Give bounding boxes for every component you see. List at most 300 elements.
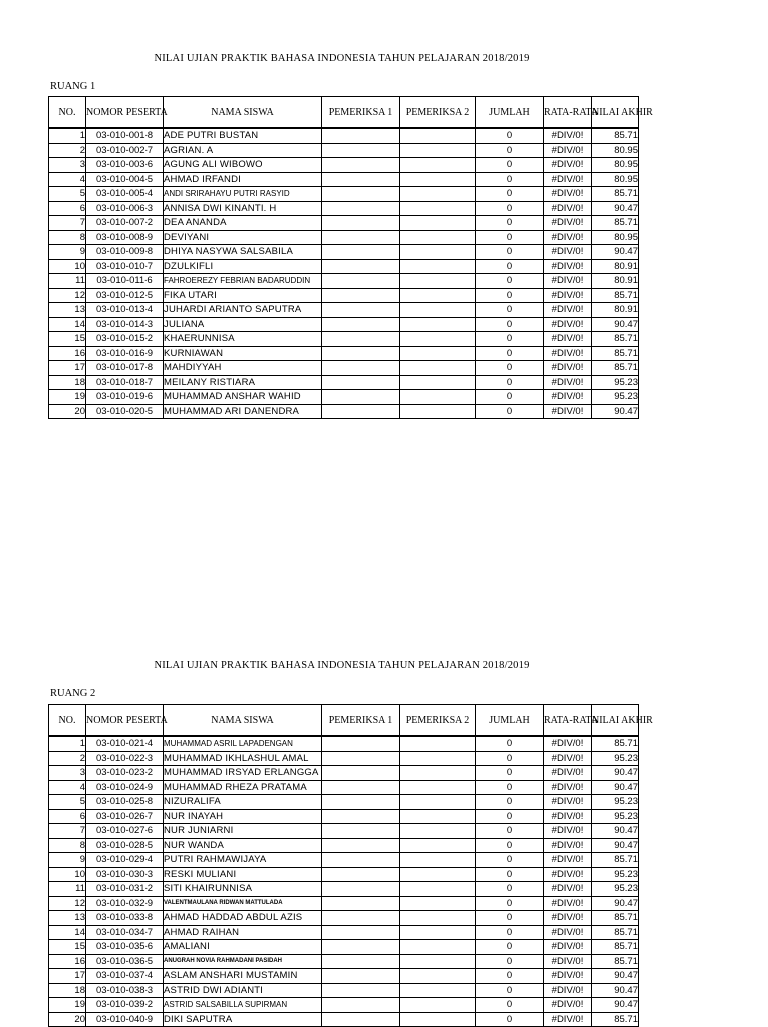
rata-rata-cell: #DIV/0! <box>544 404 592 419</box>
nomor-peserta-cell: 03-010-038-3 <box>86 983 164 998</box>
nama-siswa-cell: DIKI SAPUTRA <box>164 1012 322 1027</box>
nama-siswa-cell: NUR JUNIARNI <box>164 824 322 839</box>
pemeriksa-2-cell <box>400 375 476 390</box>
rata-rata-cell: #DIV/0! <box>544 853 592 868</box>
nilai-akhir-cell: 90.47 <box>592 838 639 853</box>
nama-siswa-cell: ANUGRAH NOVIA RAHMADANI PASIDAH <box>164 954 322 969</box>
pemeriksa-1-cell <box>322 736 400 751</box>
pemeriksa-1-cell <box>322 882 400 897</box>
row-number: 14 <box>49 317 86 332</box>
table-header-row <box>49 97 639 129</box>
row-number: 16 <box>49 954 86 969</box>
pemeriksa-1-cell <box>322 375 400 390</box>
table-row <box>49 983 639 998</box>
nilai-akhir-cell: 85.71 <box>592 128 639 143</box>
nomor-peserta-cell: 03-010-025-8 <box>86 795 164 810</box>
jumlah-cell: 0 <box>476 201 544 216</box>
table-row <box>49 853 639 868</box>
pemeriksa-1-cell <box>322 172 400 187</box>
pemeriksa-1-cell <box>322 245 400 260</box>
row-number: 14 <box>49 925 86 940</box>
nilai-akhir-cell: 80.95 <box>592 230 639 245</box>
nomor-peserta-cell: 03-010-033-8 <box>86 911 164 926</box>
nilai-akhir-cell: 90.47 <box>592 969 639 984</box>
nomor-peserta-cell: 03-010-009-8 <box>86 245 164 260</box>
table-header-row <box>49 705 639 737</box>
nilai-akhir-cell: 80.95 <box>592 143 639 158</box>
pemeriksa-1-cell <box>322 954 400 969</box>
nilai-akhir-cell: 85.71 <box>592 954 639 969</box>
row-number: 13 <box>49 303 86 318</box>
table-row <box>49 259 639 274</box>
jumlah-cell: 0 <box>476 375 544 390</box>
pemeriksa-2-cell <box>400 824 476 839</box>
nomor-peserta-cell: 03-010-015-2 <box>86 332 164 347</box>
jumlah-cell: 0 <box>476 404 544 419</box>
nilai-akhir-cell: 90.47 <box>592 998 639 1013</box>
row-number: 16 <box>49 346 86 361</box>
table-row <box>49 346 639 361</box>
row-number: 4 <box>49 172 86 187</box>
nilai-akhir-cell: 80.95 <box>592 172 639 187</box>
nama-siswa-cell: JULIANA <box>164 317 322 332</box>
header-jumlah: JUMLAH <box>476 97 544 129</box>
jumlah-cell: 0 <box>476 346 544 361</box>
pemeriksa-2-cell <box>400 954 476 969</box>
rata-rata-cell: #DIV/0! <box>544 998 592 1013</box>
nilai-akhir-cell: 85.71 <box>592 736 639 751</box>
pemeriksa-2-cell <box>400 780 476 795</box>
pemeriksa-2-cell <box>400 736 476 751</box>
rata-rata-cell: #DIV/0! <box>544 867 592 882</box>
nama-siswa-cell: NUR WANDA <box>164 838 322 853</box>
row-number: 20 <box>49 404 86 419</box>
nomor-peserta-cell: 03-010-031-2 <box>86 882 164 897</box>
nomor-peserta-cell: 03-010-005-4 <box>86 187 164 202</box>
rata-rata-cell: #DIV/0! <box>544 954 592 969</box>
rata-rata-cell: #DIV/0! <box>544 896 592 911</box>
table-row <box>49 838 639 853</box>
pemeriksa-1-cell <box>322 143 400 158</box>
header-pemeriksa-1: PEMERIKSA 1 <box>322 705 400 737</box>
nomor-peserta-cell: 03-010-003-6 <box>86 158 164 173</box>
pemeriksa-2-cell <box>400 983 476 998</box>
table-row <box>49 911 639 926</box>
pemeriksa-1-cell <box>322 187 400 202</box>
pemeriksa-2-cell <box>400 230 476 245</box>
pemeriksa-1-cell <box>322 332 400 347</box>
nilai-akhir-cell: 95.23 <box>592 882 639 897</box>
rata-rata-cell: #DIV/0! <box>544 969 592 984</box>
nama-siswa-cell: DEVIYANI <box>164 230 322 245</box>
row-number: 10 <box>49 867 86 882</box>
jumlah-cell: 0 <box>476 274 544 289</box>
row-number: 8 <box>49 838 86 853</box>
row-number: 11 <box>49 274 86 289</box>
pemeriksa-2-cell <box>400 172 476 187</box>
table-row <box>49 751 639 766</box>
table-row <box>49 172 639 187</box>
row-number: 1 <box>49 128 86 143</box>
jumlah-cell: 0 <box>476 896 544 911</box>
table-row <box>49 375 639 390</box>
jumlah-cell: 0 <box>476 317 544 332</box>
nomor-peserta-cell: 03-010-024-9 <box>86 780 164 795</box>
row-number: 7 <box>49 824 86 839</box>
rata-rata-cell: #DIV/0! <box>544 911 592 926</box>
nama-siswa-cell: MUHAMMAD IRSYAD ERLANGGA <box>164 766 322 781</box>
table-body-1 <box>49 128 639 419</box>
nomor-peserta-cell: 03-010-017-8 <box>86 361 164 376</box>
nomor-peserta-cell: 03-010-006-3 <box>86 201 164 216</box>
nilai-akhir-cell: 85.71 <box>592 1012 639 1027</box>
table-row <box>49 867 639 882</box>
nilai-akhir-cell: 90.47 <box>592 824 639 839</box>
row-number: 12 <box>49 288 86 303</box>
pemeriksa-1-cell <box>322 853 400 868</box>
nomor-peserta-cell: 03-010-011-6 <box>86 274 164 289</box>
table-row <box>49 128 639 143</box>
pemeriksa-1-cell <box>322 998 400 1013</box>
pemeriksa-2-cell <box>400 274 476 289</box>
nilai-akhir-cell: 90.47 <box>592 317 639 332</box>
row-number: 18 <box>49 983 86 998</box>
row-number: 1 <box>49 736 86 751</box>
nama-siswa-cell: ANNISA DWI KINANTI. H <box>164 201 322 216</box>
nomor-peserta-cell: 03-010-008-9 <box>86 230 164 245</box>
nilai-akhir-cell: 85.71 <box>592 332 639 347</box>
pemeriksa-2-cell <box>400 838 476 853</box>
sheet-title-1: NILAI UJIAN PRAKTIK BAHASA INDONESIA TAHUN PELAJARAN 2018/2019 <box>154 53 530 64</box>
jumlah-cell: 0 <box>476 172 544 187</box>
row-number: 10 <box>49 259 86 274</box>
jumlah-cell: 0 <box>476 954 544 969</box>
pemeriksa-1-cell <box>322 1012 400 1027</box>
pemeriksa-1-cell <box>322 216 400 231</box>
jumlah-cell: 0 <box>476 216 544 231</box>
row-number: 17 <box>49 361 86 376</box>
nama-siswa-cell: ASTRID SALSABILLA SUPIRMAN <box>164 998 322 1013</box>
pemeriksa-2-cell <box>400 245 476 260</box>
nomor-peserta-cell: 03-010-026-7 <box>86 809 164 824</box>
rata-rata-cell: #DIV/0! <box>544 158 592 173</box>
nomor-peserta-cell: 03-010-028-5 <box>86 838 164 853</box>
pemeriksa-1-cell <box>322 911 400 926</box>
nama-siswa-cell: AHMAD HADDAD ABDUL AZIS <box>164 911 322 926</box>
pemeriksa-2-cell <box>400 187 476 202</box>
row-number: 9 <box>49 245 86 260</box>
pemeriksa-2-cell <box>400 303 476 318</box>
nama-siswa-cell: AHMAD RAIHAN <box>164 925 322 940</box>
rata-rata-cell: #DIV/0! <box>544 172 592 187</box>
nomor-peserta-cell: 03-010-002-7 <box>86 143 164 158</box>
jumlah-cell: 0 <box>476 245 544 260</box>
table-row <box>49 288 639 303</box>
nama-siswa-cell: AGRIAN. A <box>164 143 322 158</box>
header-jumlah: JUMLAH <box>476 705 544 737</box>
nilai-akhir-cell: 95.23 <box>592 809 639 824</box>
pemeriksa-2-cell <box>400 158 476 173</box>
jumlah-cell: 0 <box>476 809 544 824</box>
nilai-akhir-cell: 90.47 <box>592 896 639 911</box>
nama-siswa-cell: DHIYA NASYWA SALSABILA <box>164 245 322 260</box>
nilai-akhir-cell: 90.47 <box>592 201 639 216</box>
rata-rata-cell: #DIV/0! <box>544 1012 592 1027</box>
rata-rata-cell: #DIV/0! <box>544 259 592 274</box>
rata-rata-cell: #DIV/0! <box>544 780 592 795</box>
pemeriksa-1-cell <box>322 780 400 795</box>
pemeriksa-1-cell <box>322 390 400 405</box>
jumlah-cell: 0 <box>476 853 544 868</box>
nomor-peserta-cell: 03-010-034-7 <box>86 925 164 940</box>
jumlah-cell: 0 <box>476 824 544 839</box>
pemeriksa-2-cell <box>400 766 476 781</box>
jumlah-cell: 0 <box>476 766 544 781</box>
pemeriksa-2-cell <box>400 795 476 810</box>
table-row <box>49 303 639 318</box>
nomor-peserta-cell: 03-010-021-4 <box>86 736 164 751</box>
rata-rata-cell: #DIV/0! <box>544 375 592 390</box>
rata-rata-cell: #DIV/0! <box>544 361 592 376</box>
nama-siswa-cell: PUTRI RAHMAWIJAYA <box>164 853 322 868</box>
pemeriksa-1-cell <box>322 274 400 289</box>
table-row <box>49 896 639 911</box>
pemeriksa-1-cell <box>322 288 400 303</box>
pemeriksa-1-cell <box>322 201 400 216</box>
table-row <box>49 809 639 824</box>
header-nomor-peserta: NOMOR PESERTA <box>86 705 164 737</box>
pemeriksa-2-cell <box>400 259 476 274</box>
table-row <box>49 143 639 158</box>
pemeriksa-1-cell <box>322 983 400 998</box>
row-number: 3 <box>49 158 86 173</box>
nilai-akhir-cell: 90.47 <box>592 245 639 260</box>
pemeriksa-2-cell <box>400 853 476 868</box>
nilai-akhir-cell: 95.23 <box>592 751 639 766</box>
nilai-akhir-cell: 90.47 <box>592 780 639 795</box>
pemeriksa-2-cell <box>400 969 476 984</box>
jumlah-cell: 0 <box>476 288 544 303</box>
rata-rata-cell: #DIV/0! <box>544 838 592 853</box>
table-row <box>49 274 639 289</box>
nomor-peserta-cell: 03-010-022-3 <box>86 751 164 766</box>
nama-siswa-cell: FAHROEREZY FEBRIAN BADARUDDIN <box>164 274 322 289</box>
row-number: 13 <box>49 911 86 926</box>
rata-rata-cell: #DIV/0! <box>544 346 592 361</box>
pemeriksa-2-cell <box>400 404 476 419</box>
rata-rata-cell: #DIV/0! <box>544 751 592 766</box>
row-number: 7 <box>49 216 86 231</box>
nilai-akhir-cell: 80.91 <box>592 259 639 274</box>
row-number: 6 <box>49 201 86 216</box>
pemeriksa-2-cell <box>400 998 476 1013</box>
nomor-peserta-cell: 03-010-018-7 <box>86 375 164 390</box>
rata-rata-cell: #DIV/0! <box>544 201 592 216</box>
jumlah-cell: 0 <box>476 332 544 347</box>
jumlah-cell: 0 <box>476 983 544 998</box>
nama-siswa-cell: JUHARDI ARIANTO SAPUTRA <box>164 303 322 318</box>
pemeriksa-1-cell <box>322 303 400 318</box>
nilai-akhir-cell: 85.71 <box>592 288 639 303</box>
table-row <box>49 404 639 419</box>
rata-rata-cell: #DIV/0! <box>544 245 592 260</box>
jumlah-cell: 0 <box>476 143 544 158</box>
jumlah-cell: 0 <box>476 882 544 897</box>
nama-siswa-cell: DEA ANANDA <box>164 216 322 231</box>
nomor-peserta-cell: 03-010-013-4 <box>86 303 164 318</box>
table-row <box>49 954 639 969</box>
row-number: 15 <box>49 332 86 347</box>
grade-table-1 <box>48 96 653 419</box>
nomor-peserta-cell: 03-010-027-6 <box>86 824 164 839</box>
nilai-akhir-cell: 90.47 <box>592 766 639 781</box>
pemeriksa-2-cell <box>400 361 476 376</box>
table-row <box>49 361 639 376</box>
pemeriksa-1-cell <box>322 969 400 984</box>
table-row <box>49 1012 639 1027</box>
row-number: 17 <box>49 969 86 984</box>
pemeriksa-1-cell <box>322 317 400 332</box>
table-row <box>49 158 639 173</box>
pemeriksa-1-cell <box>322 925 400 940</box>
pemeriksa-1-cell <box>322 346 400 361</box>
rata-rata-cell: #DIV/0! <box>544 230 592 245</box>
row-number: 2 <box>49 143 86 158</box>
pemeriksa-2-cell <box>400 925 476 940</box>
jumlah-cell: 0 <box>476 998 544 1013</box>
table-row <box>49 824 639 839</box>
nomor-peserta-cell: 03-010-016-9 <box>86 346 164 361</box>
nama-siswa-cell: NIZURALIFA <box>164 795 322 810</box>
pemeriksa-1-cell <box>322 128 400 143</box>
rata-rata-cell: #DIV/0! <box>544 882 592 897</box>
rata-rata-cell: #DIV/0! <box>544 940 592 955</box>
jumlah-cell: 0 <box>476 303 544 318</box>
nilai-akhir-cell: 85.71 <box>592 853 639 868</box>
jumlah-cell: 0 <box>476 158 544 173</box>
table-row <box>49 736 639 751</box>
nama-siswa-cell: AHMAD IRFANDI <box>164 172 322 187</box>
nomor-peserta-cell: 03-010-037-4 <box>86 969 164 984</box>
nilai-akhir-cell: 80.95 <box>592 158 639 173</box>
row-number: 5 <box>49 795 86 810</box>
nomor-peserta-cell: 03-010-035-6 <box>86 940 164 955</box>
pemeriksa-1-cell <box>322 259 400 274</box>
table-body-2 <box>49 736 639 1027</box>
table-row <box>49 245 639 260</box>
rata-rata-cell: #DIV/0! <box>544 303 592 318</box>
jumlah-cell: 0 <box>476 736 544 751</box>
jumlah-cell: 0 <box>476 751 544 766</box>
rata-rata-cell: #DIV/0! <box>544 288 592 303</box>
nama-siswa-cell: MUHAMMAD IKHLASHUL AMAL <box>164 751 322 766</box>
header-no: NO. <box>49 97 86 129</box>
grade-table-2 <box>48 704 653 1027</box>
sheet-title-2: NILAI UJIAN PRAKTIK BAHASA INDONESIA TAHUN PELAJARAN 2018/2019 <box>154 660 530 671</box>
pemeriksa-2-cell <box>400 346 476 361</box>
header-nomor-peserta: NOMOR PESERTA <box>86 97 164 129</box>
jumlah-cell: 0 <box>476 780 544 795</box>
rata-rata-cell: #DIV/0! <box>544 128 592 143</box>
pemeriksa-1-cell <box>322 838 400 853</box>
pemeriksa-2-cell <box>400 143 476 158</box>
nomor-peserta-cell: 03-010-039-2 <box>86 998 164 1013</box>
nomor-peserta-cell: 03-010-001-8 <box>86 128 164 143</box>
table-row <box>49 187 639 202</box>
rata-rata-cell: #DIV/0! <box>544 983 592 998</box>
header-nilai-akhir: NILAI AKHIR <box>592 97 639 129</box>
pemeriksa-1-cell <box>322 896 400 911</box>
row-number: 12 <box>49 896 86 911</box>
pemeriksa-1-cell <box>322 751 400 766</box>
jumlah-cell: 0 <box>476 940 544 955</box>
pemeriksa-1-cell <box>322 361 400 376</box>
rata-rata-cell: #DIV/0! <box>544 795 592 810</box>
nilai-akhir-cell: 85.71 <box>592 361 639 376</box>
pemeriksa-2-cell <box>400 201 476 216</box>
row-number: 20 <box>49 1012 86 1027</box>
jumlah-cell: 0 <box>476 911 544 926</box>
jumlah-cell: 0 <box>476 390 544 405</box>
header-rata-rata: RATA-RATA <box>544 705 592 737</box>
pemeriksa-2-cell <box>400 317 476 332</box>
pemeriksa-2-cell <box>400 288 476 303</box>
row-number: 3 <box>49 766 86 781</box>
row-number: 18 <box>49 375 86 390</box>
rata-rata-cell: #DIV/0! <box>544 143 592 158</box>
nilai-akhir-cell: 85.71 <box>592 216 639 231</box>
nilai-akhir-cell: 80.91 <box>592 303 639 318</box>
nomor-peserta-cell: 03-010-004-5 <box>86 172 164 187</box>
nama-siswa-cell: FIKA UTARI <box>164 288 322 303</box>
jumlah-cell: 0 <box>476 838 544 853</box>
nama-siswa-cell: ASLAM ANSHARI MUSTAMIN <box>164 969 322 984</box>
rata-rata-cell: #DIV/0! <box>544 390 592 405</box>
nama-siswa-cell: NUR INAYAH <box>164 809 322 824</box>
pemeriksa-2-cell <box>400 332 476 347</box>
nilai-akhir-cell: 90.47 <box>592 404 639 419</box>
pemeriksa-2-cell <box>400 896 476 911</box>
row-number: 19 <box>49 998 86 1013</box>
nama-siswa-cell: DZULKIFLI <box>164 259 322 274</box>
pemeriksa-1-cell <box>322 766 400 781</box>
nama-siswa-cell: RESKI MULIANI <box>164 867 322 882</box>
pemeriksa-2-cell <box>400 882 476 897</box>
header-pemeriksa-1: PEMERIKSA 1 <box>322 97 400 129</box>
nomor-peserta-cell: 03-010-020-5 <box>86 404 164 419</box>
nilai-akhir-cell: 85.71 <box>592 940 639 955</box>
nama-siswa-cell: ANDI SRIRAHAYU PUTRI RASYID <box>164 187 322 202</box>
header-nama-siswa: NAMA SISWA <box>164 705 322 737</box>
nomor-peserta-cell: 03-010-019-6 <box>86 390 164 405</box>
jumlah-cell: 0 <box>476 230 544 245</box>
header-nilai-akhir: NILAI AKHIR <box>592 705 639 737</box>
nama-siswa-cell: KHAERUNNISA <box>164 332 322 347</box>
nomor-peserta-cell: 03-010-014-3 <box>86 317 164 332</box>
table-row <box>49 766 639 781</box>
nomor-peserta-cell: 03-010-030-3 <box>86 867 164 882</box>
nilai-akhir-cell: 80.91 <box>592 274 639 289</box>
nama-siswa-cell: SITI KHAIRUNNISA <box>164 882 322 897</box>
pemeriksa-1-cell <box>322 158 400 173</box>
pemeriksa-2-cell <box>400 867 476 882</box>
table-row <box>49 201 639 216</box>
jumlah-cell: 0 <box>476 187 544 202</box>
nomor-peserta-cell: 03-010-032-9 <box>86 896 164 911</box>
pemeriksa-2-cell <box>400 751 476 766</box>
table-row <box>49 780 639 795</box>
row-number: 19 <box>49 390 86 405</box>
